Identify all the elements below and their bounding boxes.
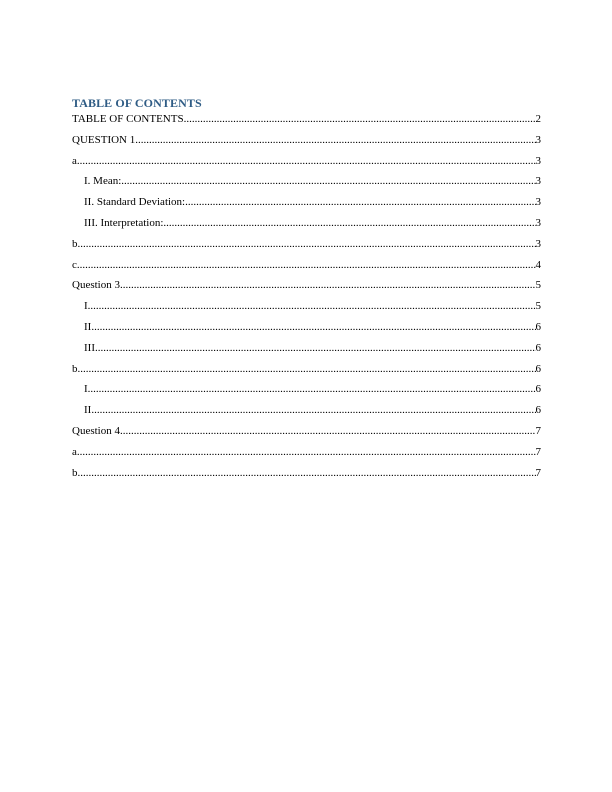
toc-entry-page-number: 6 xyxy=(535,341,541,354)
toc-entry-page-number: 7 xyxy=(535,445,541,458)
toc-entry-page-number: 3 xyxy=(535,216,541,229)
toc-entry-page-number: 2 xyxy=(535,113,541,125)
toc-entry[interactable] xyxy=(72,466,541,487)
toc-dot-leader xyxy=(77,258,536,272)
toc-entry-page-number: 6 xyxy=(535,404,541,417)
toc-entry-label: Question 3 xyxy=(72,279,120,292)
toc-entry[interactable] xyxy=(72,278,541,299)
toc-entry-page-number: 6 xyxy=(535,362,541,375)
toc-entry-page-number: 3 xyxy=(535,133,541,146)
toc-entry[interactable] xyxy=(72,445,541,466)
toc-dot-leader xyxy=(184,112,536,126)
toc-dot-leader xyxy=(78,362,536,376)
toc-dot-leader xyxy=(88,299,536,313)
toc-entry-page-number: 5 xyxy=(535,300,541,313)
toc-entry[interactable] xyxy=(72,382,541,403)
toc-entry[interactable] xyxy=(72,424,541,445)
toc-entry-label: I xyxy=(84,300,88,313)
toc-entry[interactable] xyxy=(72,341,541,362)
toc-entry[interactable] xyxy=(72,403,541,424)
toc-entry[interactable] xyxy=(72,195,541,216)
toc-dot-leader xyxy=(185,195,535,209)
toc-dot-leader xyxy=(77,445,536,459)
toc-dot-leader xyxy=(120,278,536,292)
toc-entry-page-number: 3 xyxy=(535,237,541,250)
toc-entry-label: c xyxy=(72,258,77,271)
toc-entry-label: I. Mean: xyxy=(84,175,122,188)
toc-entry-page-number: 6 xyxy=(535,320,541,333)
toc-entry-label: I xyxy=(84,383,88,396)
toc-entry[interactable] xyxy=(72,133,541,154)
toc-entry-page-number: 6 xyxy=(535,383,541,396)
toc-entry-page-number: 7 xyxy=(535,424,541,437)
toc-entry-label: TABLE OF CONTENTS xyxy=(72,113,184,125)
toc-dot-leader xyxy=(88,382,536,396)
toc-list xyxy=(72,112,541,486)
toc-dot-leader xyxy=(95,341,536,355)
toc-dot-leader xyxy=(120,424,536,438)
toc-dot-leader xyxy=(78,237,536,251)
toc-entry-label: Question 4 xyxy=(72,424,120,437)
toc-dot-leader xyxy=(163,216,535,230)
toc-entry-label: a xyxy=(72,445,77,458)
toc-dot-leader xyxy=(121,174,535,188)
toc-entry-page-number: 3 xyxy=(535,175,541,188)
toc-entry-label: II xyxy=(84,404,92,417)
toc-entry-page-number: 5 xyxy=(535,279,541,292)
toc-entry-label: b xyxy=(72,362,78,375)
toc-entry-page-number: 4 xyxy=(535,258,541,271)
toc-entry[interactable] xyxy=(72,258,541,279)
toc-entry[interactable] xyxy=(72,112,541,133)
toc-entry[interactable] xyxy=(72,174,541,195)
toc-entry[interactable] xyxy=(72,299,541,320)
toc-entry-label: QUESTION 1 xyxy=(72,133,136,146)
toc-entry[interactable] xyxy=(72,320,541,341)
toc-entry-label: a xyxy=(72,154,77,167)
toc-entry-label: b xyxy=(72,466,78,479)
toc-dot-leader xyxy=(78,466,536,480)
toc-entry[interactable] xyxy=(72,362,541,383)
toc-dot-leader xyxy=(77,154,536,168)
toc-entry-label: II. Standard Deviation: xyxy=(84,196,186,209)
toc-dot-leader xyxy=(91,403,535,417)
toc-entry-page-number: 3 xyxy=(535,196,541,209)
toc-entry-page-number: 3 xyxy=(535,154,541,167)
toc-entry-label: III xyxy=(84,341,95,354)
toc-entry-page-number: 7 xyxy=(535,466,541,479)
toc-entry-label: III. Interpretation: xyxy=(84,216,164,229)
toc-entry-label: b xyxy=(72,237,78,250)
toc-entry-label: II xyxy=(84,320,92,333)
toc-entry[interactable] xyxy=(72,237,541,258)
toc-entry[interactable] xyxy=(72,154,541,175)
toc-dot-leader xyxy=(135,133,535,147)
toc-dot-leader xyxy=(91,320,535,334)
toc-heading: TABLE OF CONTENTS xyxy=(72,96,202,110)
toc-entry[interactable] xyxy=(72,216,541,237)
